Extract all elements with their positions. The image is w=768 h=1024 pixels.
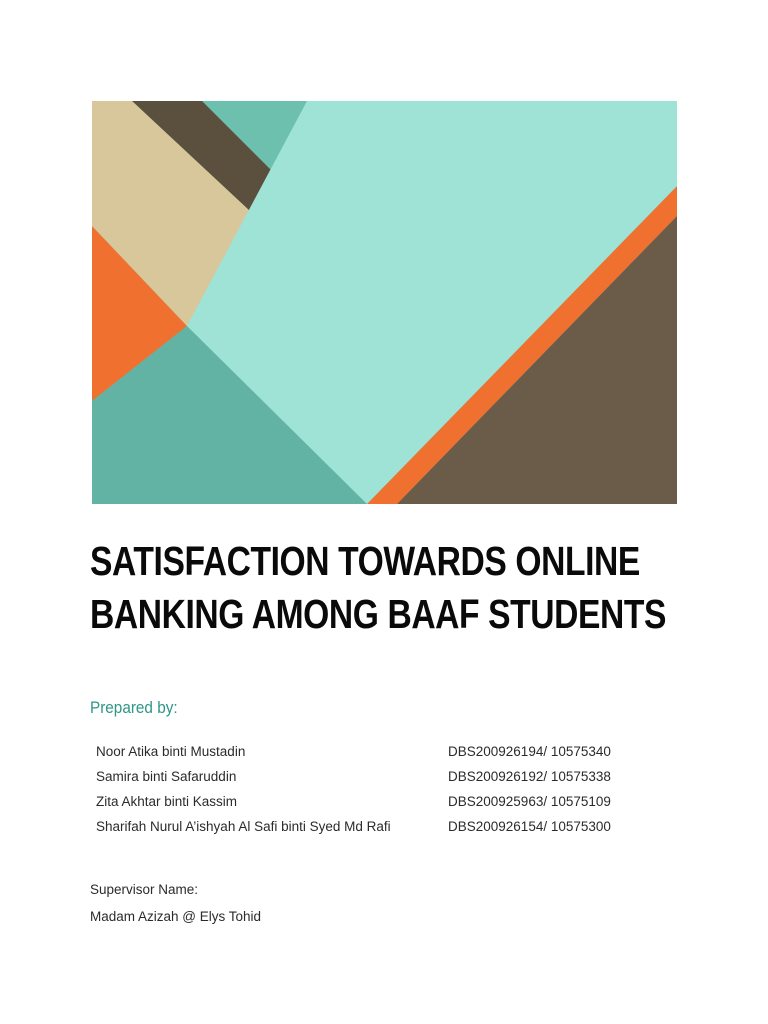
author-name: Zita Akhtar binti Kassim xyxy=(96,794,238,809)
author-row xyxy=(96,794,656,819)
document-title xyxy=(90,535,667,641)
author-row xyxy=(96,819,656,844)
prepared-by-label: Prepared by: xyxy=(90,698,178,717)
author-row xyxy=(96,744,656,769)
author-id: DBS200926192/ 10575338 xyxy=(448,769,611,784)
author-id: DBS200926194/ 10575340 xyxy=(448,744,611,759)
cover-art-image xyxy=(92,101,677,504)
author-row xyxy=(96,769,656,794)
author-id: DBS200926154/ 10575300 xyxy=(448,819,611,834)
author-name: Samira binti Safaruddin xyxy=(96,769,237,784)
title-line-1: SATISFACTION TOWARDS ONLINE xyxy=(90,538,640,584)
authors-list xyxy=(96,744,656,844)
author-id: DBS200925963/ 10575109 xyxy=(448,794,611,809)
supervisor-label: Supervisor Name: xyxy=(90,882,199,897)
title-line-2: BANKING AMONG BAAF STUDENTS xyxy=(90,591,667,637)
supervisor-name: Madam Azizah @ Elys Tohid xyxy=(90,909,262,924)
author-name: Noor Atika binti Mustadin xyxy=(96,744,246,759)
author-name: Sharifah Nurul A’ishyah Al Safi binti Syed Md Rafi xyxy=(96,819,391,834)
